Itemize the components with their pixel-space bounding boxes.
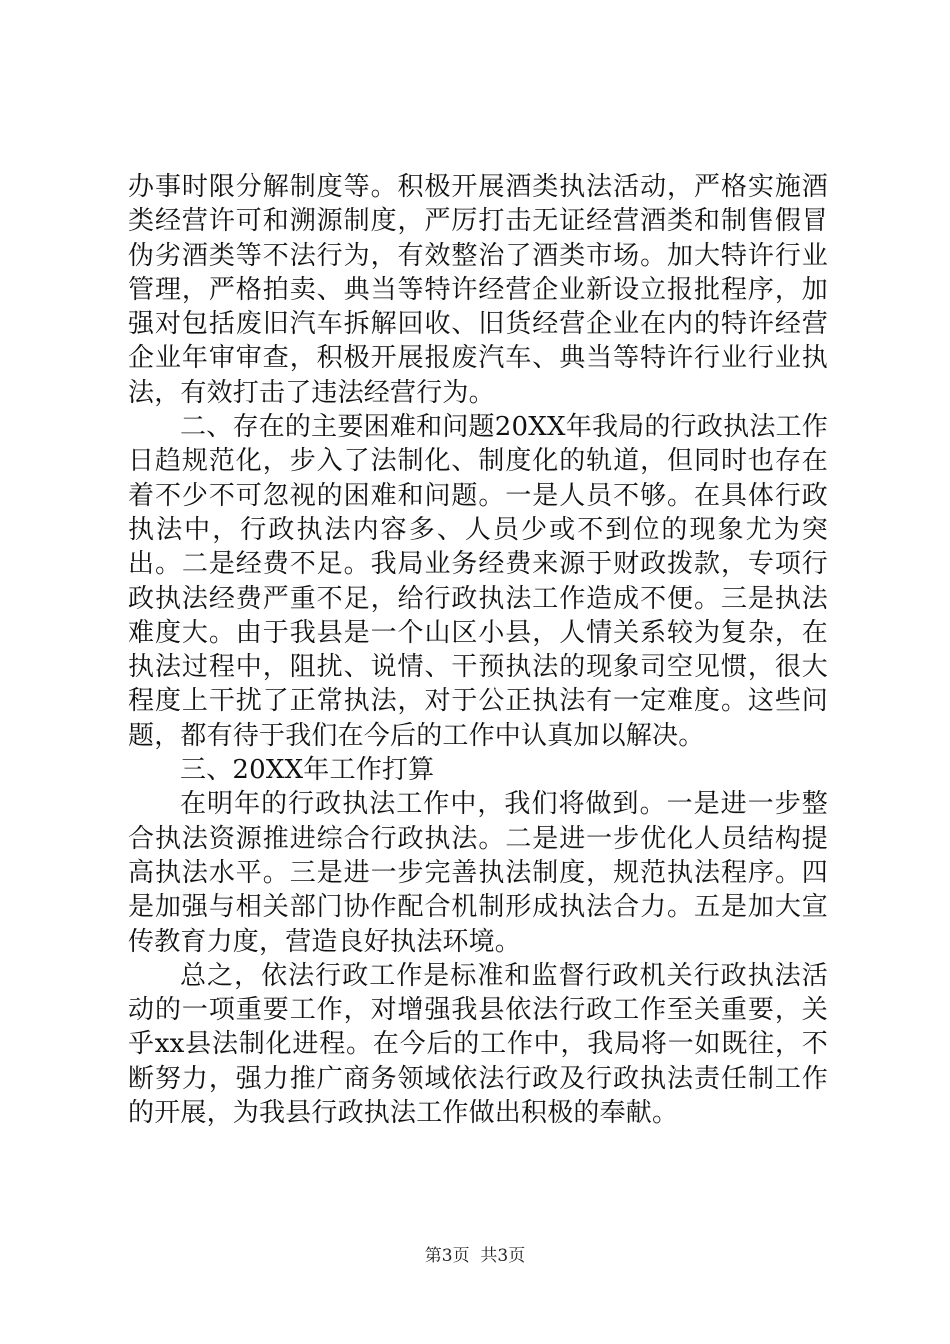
paragraph-continuation: 办事时限分解制度等。积极开展酒类执法活动，严格实施酒类经营许可和溯源制度，严厉打击无证经营酒类和制售假冒伪劣酒类等不法行为，有效整治了酒类市场。加大特许行业管理，严格拍卖、典当等特许经营企业新设立报批程序，加强对包括废旧汽车拆解回收、旧货经营企业在内的特许经营企业年审审查，积极开展报废汽车、典当等特许行业行业执法，有效打击了违法经营行为。 bbox=[128, 172, 828, 408]
paragraph-section-two: 二、存在的主要困难和问题20XX年我局的行政执法工作日趋规范化，步入了法制化、制度化的轨道，但同时也存在着不少不可忽视的困难和问题。一是人员不够。在具体行政执法中，行政执法内容多、人员少或不到位的现象尤为突出。二是经费不足。我局业务经费来源于财政拨款，专项行政执法经费严重不足，给行政执法工作造成不便。三是执法难度大。由于我县是一个山区小县，人情关系较为复杂，在执法过程中，阻扰、说情、干预执法的现象司空见惯，很大程度上干扰了正常执法，对于公正执法有一定难度。这些问题，都有待于我们在今后的工作中认真加以解决。 bbox=[128, 412, 828, 751]
paragraph-conclusion: 总之，依法行政工作是标准和监督行政机关行政执法活动的一项重要工作，对增强我县依法行政工作至关重要，关乎xx县法制化进程。在今后的工作中，我局将一如既往，不断努力，强力推广商务领域依法行政及行政执法责任制工作的开展，为我县行政执法工作做出积极的奉献。 bbox=[128, 960, 828, 1129]
page-number-total: 共3页 bbox=[480, 1246, 526, 1266]
section-three-heading: 三、20XX年工作打算 bbox=[180, 755, 435, 786]
paragraph-work-plan: 在明年的行政执法工作中，我们将做到。一是进一步整合执法资源推进综合行政执法。二是进一步优化人员结构提高执法水平。三是进一步完善执法制度，规范执法程序。四是加强与相关部门协作配合机制形成执法合力。五是加大宣传教育力度，营造良好执法环境。 bbox=[128, 789, 828, 957]
page-number-current: 第3页 bbox=[424, 1246, 470, 1266]
page-footer bbox=[0, 1244, 950, 1268]
document-body bbox=[128, 170, 828, 1130]
